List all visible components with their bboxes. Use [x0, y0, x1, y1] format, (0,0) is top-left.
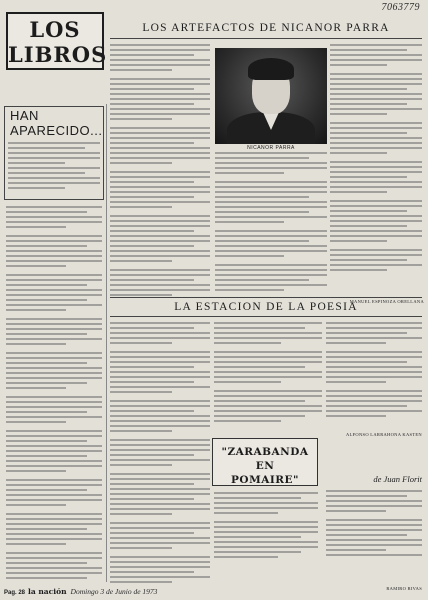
zarabanda-author: de Juan Florit: [373, 474, 422, 484]
page-number: Pag. 28: [4, 590, 26, 596]
zarabanda-article-byline: RAMIRO RIVAS: [386, 586, 422, 591]
section-masthead: [6, 12, 108, 70]
newspaper-name: la nación: [28, 587, 67, 596]
zarabanda-article-column-2: [326, 490, 422, 584]
han-aparecido-heading: HAN APARECIDO...: [10, 108, 103, 138]
han-aparecido-text: [8, 142, 100, 196]
parra-article-column-1: [110, 44, 210, 296]
article-headline-parra: LOS ARTEFACTOS DE NICANOR PARRA: [142, 22, 390, 34]
archive-number: 7063779: [381, 2, 420, 13]
poesia-article-column-1: [110, 322, 210, 584]
zarabanda-article-column-1: [214, 492, 318, 584]
handwritten-date: Domingo 3 de Junio de 1973: [70, 587, 158, 596]
section-rule-bottom: [110, 316, 422, 317]
nicanor-parra-photo: [215, 48, 327, 144]
article-headline-poesia: LA ESTACION DE LA POESIA: [174, 301, 358, 313]
headline-rule: [110, 38, 422, 39]
photo-caption: NICANOR PARRA: [247, 145, 295, 151]
page-footer: [4, 587, 157, 596]
article-headline-zarabanda: "ZARABANDA EN POMAIRE": [221, 446, 309, 486]
left-column-text: [6, 206, 102, 580]
section-rule-top: [110, 297, 422, 298]
poesia-article-column-2: [214, 322, 322, 432]
poesia-article-column-3: [326, 322, 422, 430]
parra-article-column-3: [330, 44, 422, 296]
parra-article-column-2: [215, 152, 327, 296]
masthead-title: LOS LIBROS: [8, 17, 108, 67]
parra-article-byline: MANUEL ESPINOZA ORELLANA: [349, 299, 424, 304]
column-divider: [106, 104, 107, 582]
poesia-article-byline: ALFONSO LARRAHONA KASTEN: [346, 432, 422, 437]
